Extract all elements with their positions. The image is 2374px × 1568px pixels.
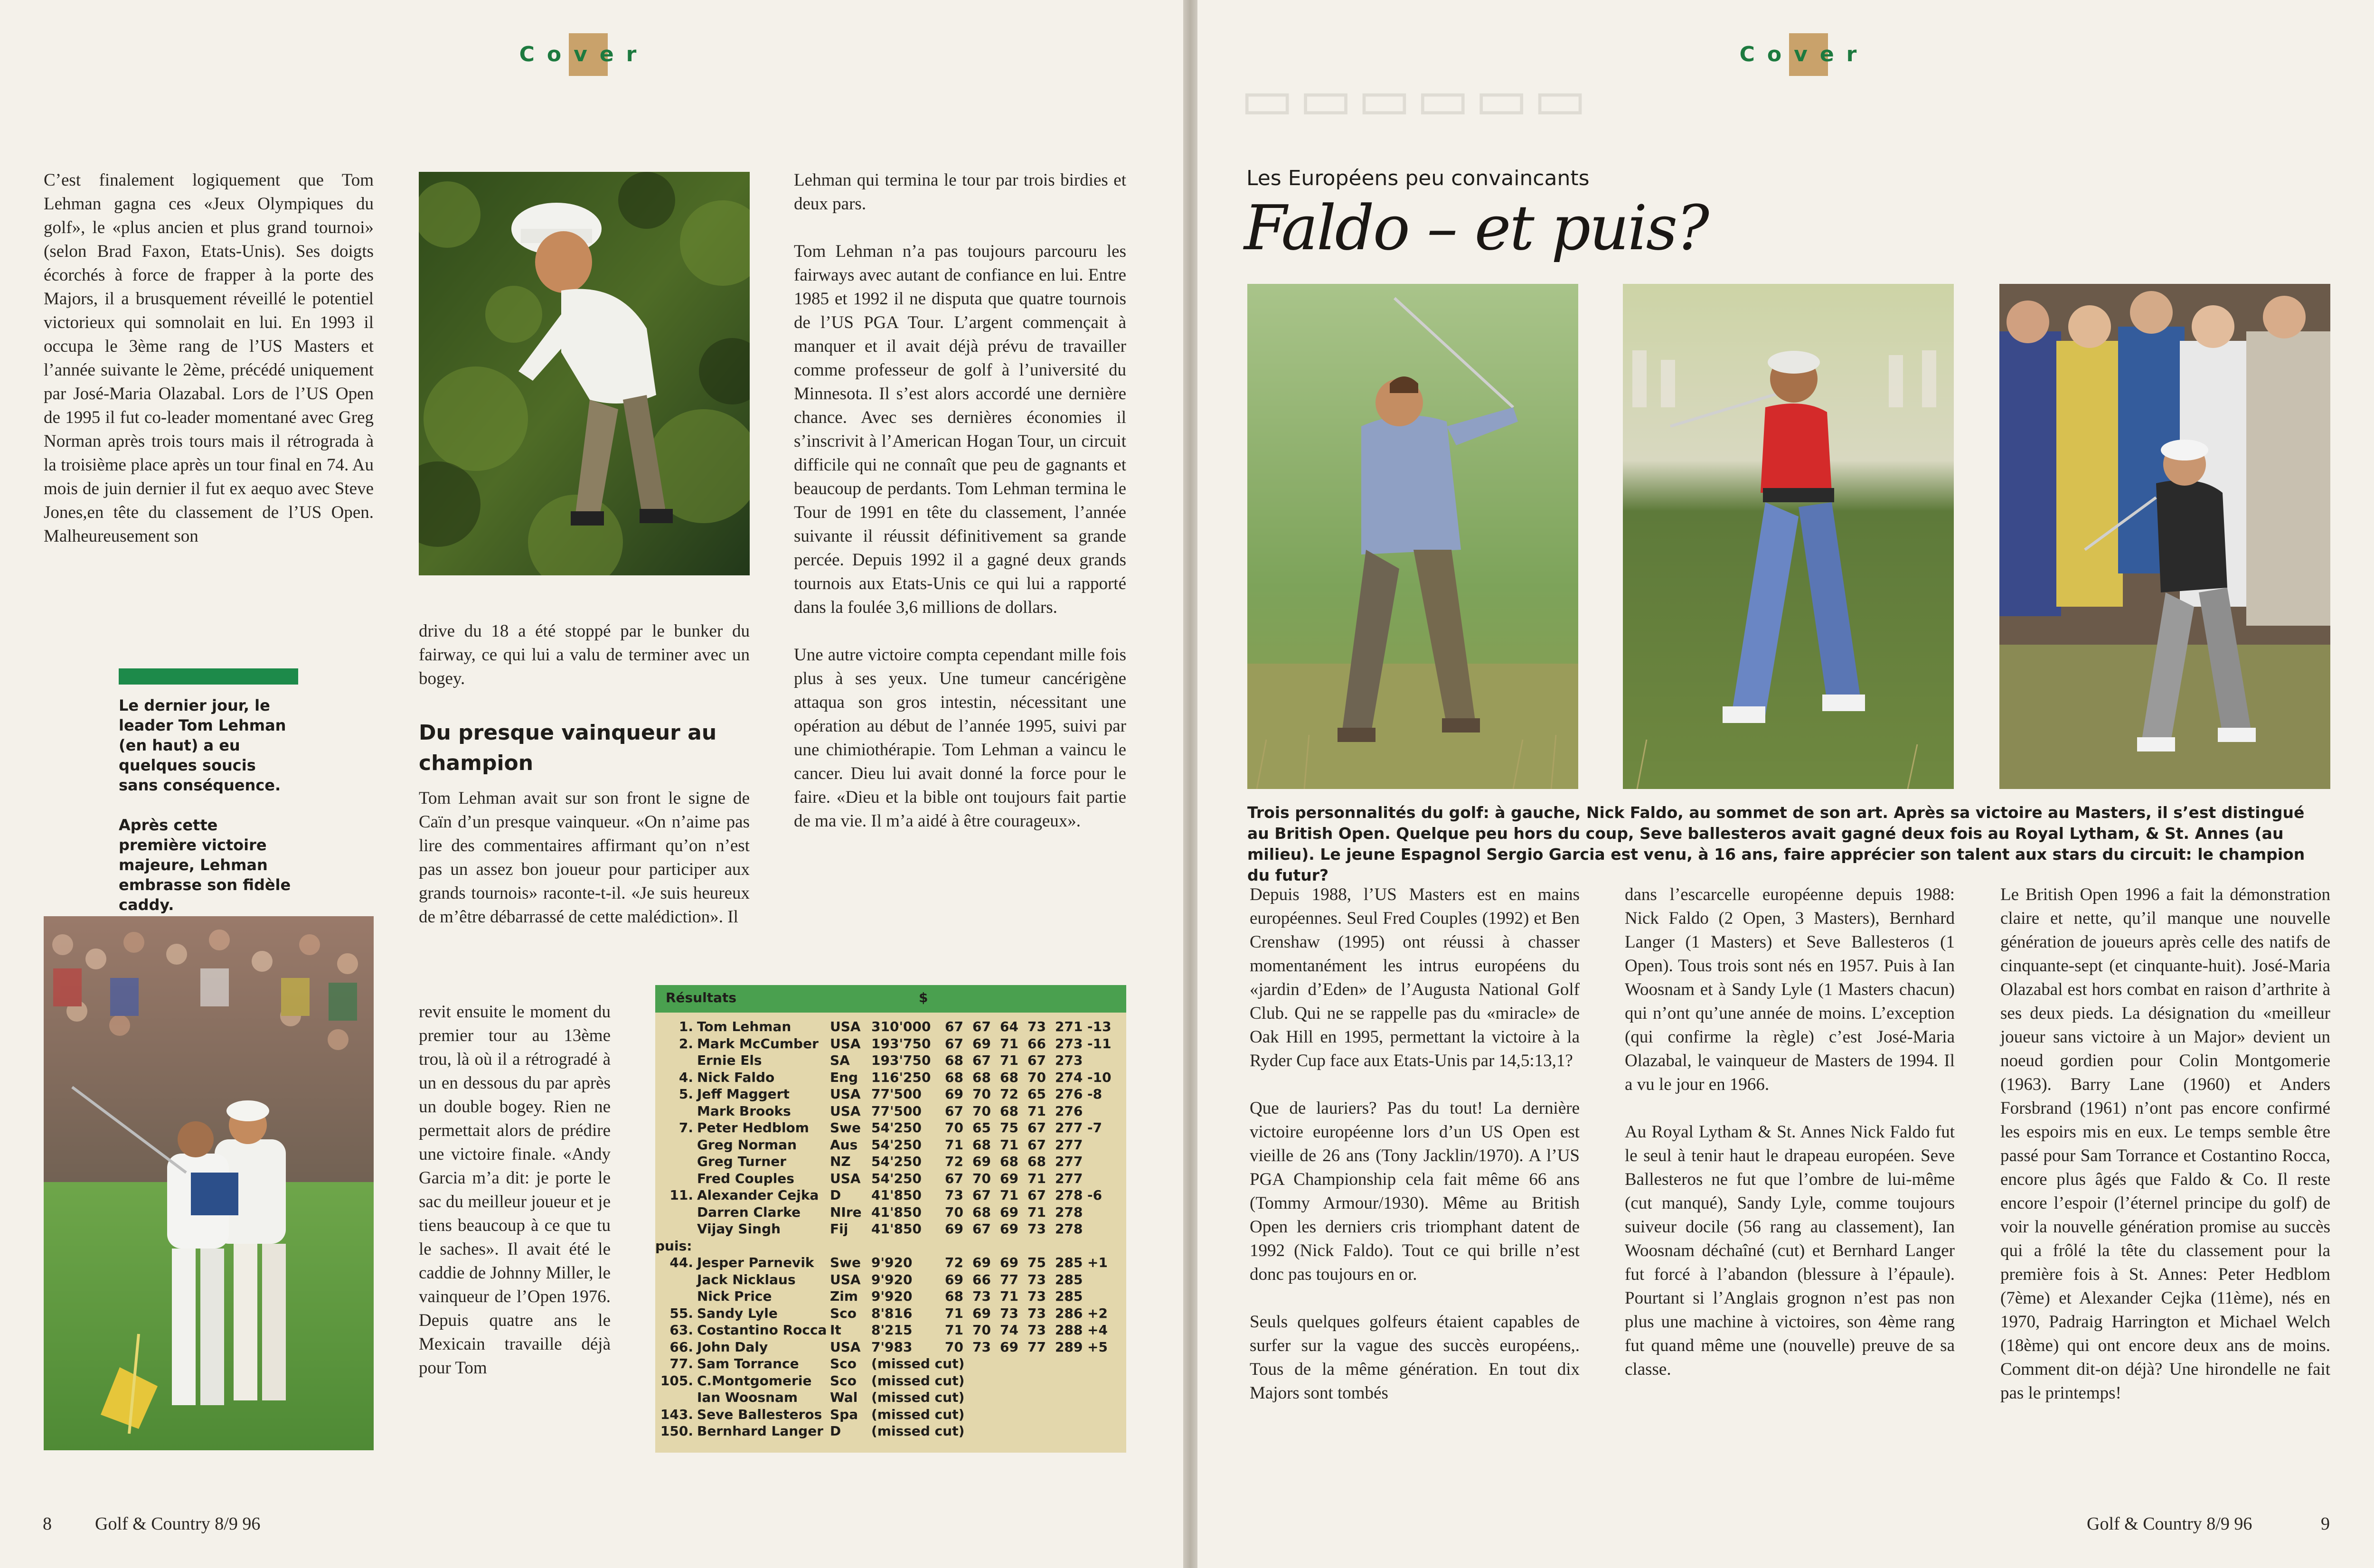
results-cell-tot: 276 — [1055, 1086, 1083, 1102]
results-row — [655, 1288, 1126, 1305]
results-cell-nat: USA — [830, 1086, 861, 1102]
results-cell-tot: 273 — [1055, 1035, 1083, 1052]
results-cell-nat: Spa — [830, 1406, 858, 1422]
results-row — [655, 1103, 1126, 1120]
results-cell-nat: Zim — [830, 1288, 858, 1304]
results-cell-r4: 73 — [1027, 1019, 1046, 1034]
results-cell-nat: USA — [830, 1339, 861, 1355]
results-row — [655, 1204, 1126, 1221]
results-cell-r3: 69 — [1000, 1339, 1018, 1355]
results-cell-pos: 55. — [669, 1305, 693, 1321]
left-col1-paragraph: C’est finalement logiquement que Tom Lehman gagna ces «Jeux Olympiques du golf», le «plus ancien et plus grand tournoi» (selon Brad Faxon, Etats-Unis). Ses doigts écorchés à force de frapper à la porte des Majors, il a brusquement réveillé le potentiel victorieux qui somnolait en lui. En 1993 il occupa le 3ème rang de l’US Masters et l’année suivante le 2ème, précédé uniquement par José-Maria Olazabal. Lors de l’US Open de 1995 il fut co-leader momentané avec Greg Norman après trois tours mais il rétrograda à la troisième place après un tour final en 74. Au mois de juin dernier il fut ex aequo avec Steve Jones,en tête du classement de l’US Open. Malheureusement son — [44, 170, 374, 546]
gutter — [1183, 0, 1197, 1568]
results-cell-pos: 44. — [669, 1255, 693, 1270]
results-cell-r4: 71 — [1027, 1170, 1046, 1186]
results-row — [655, 1086, 1126, 1103]
results-cell-r2: 67 — [972, 1221, 991, 1237]
results-cell-pos: 150. — [660, 1423, 693, 1439]
results-cell-r2: 70 — [972, 1103, 991, 1119]
results-cell-nat: Sco — [830, 1372, 857, 1389]
results-cell-name: Mark Brooks — [697, 1103, 791, 1119]
results-cell-r1: 70 — [945, 1204, 963, 1220]
left-column-2-para — [419, 787, 750, 929]
results-row — [655, 1339, 1126, 1356]
results-cell-nat: USA — [830, 1103, 861, 1119]
results-cell-r2: 70 — [972, 1322, 991, 1338]
results-cell-name: Greg Norman — [697, 1136, 797, 1153]
results-cell-name: Peter Hedblom — [697, 1120, 809, 1136]
results-cell-par: +2 — [1087, 1305, 1108, 1321]
results-cell-nat: Wal — [830, 1390, 858, 1405]
results-cell-name: Ian Woosnam — [697, 1390, 798, 1405]
results-cell-r4: 70 — [1027, 1069, 1046, 1085]
results-cell-r3: 68 — [1000, 1103, 1018, 1119]
results-cell-r4: 73 — [1027, 1221, 1046, 1237]
right-column-1 — [1250, 883, 1580, 1405]
results-cell-nat: Fij — [830, 1221, 848, 1237]
results-cell-name: Greg Turner — [697, 1154, 787, 1169]
results-cell-r1: 71 — [945, 1136, 963, 1153]
results-row — [655, 1372, 1126, 1390]
results-row — [655, 1271, 1126, 1288]
results-cell-r2: 68 — [972, 1204, 991, 1220]
results-cell-nat: D — [830, 1187, 841, 1203]
left-column-2-top — [419, 620, 750, 691]
results-cell-r4: 68 — [1027, 1154, 1046, 1169]
results-cell-r1: 67 — [945, 1103, 963, 1119]
col2-top-paragraph: drive du 18 a été stoppé par le bunker du fairway, ce qui lui a valu de terminer avec un bogey. — [419, 621, 750, 688]
results-cell-r3: 71 — [1000, 1187, 1018, 1203]
results-cell-nat: It — [830, 1322, 841, 1338]
results-cell-tot: 274 — [1055, 1069, 1083, 1085]
results-row — [655, 1052, 1126, 1069]
results-cell-nat: Sco — [830, 1305, 857, 1321]
results-cell-r2: 66 — [972, 1271, 991, 1287]
results-cell-pos: 105. — [660, 1372, 693, 1389]
kicker: Les Européens peu convaincants — [1246, 166, 1590, 190]
results-cell-r3: 69 — [1000, 1221, 1018, 1237]
results-cell-nat: NZ — [830, 1154, 851, 1169]
results-cell-r1: 70 — [945, 1339, 963, 1355]
results-cell-nat: Swe — [830, 1255, 861, 1270]
results-cell-tot: 278 — [1055, 1221, 1083, 1237]
results-row — [655, 1035, 1126, 1052]
results-cell-name: Fred Couples — [697, 1170, 794, 1186]
results-cell-name: Bernhard Langer — [697, 1423, 824, 1439]
results-cell-money: (missed cut) — [871, 1423, 965, 1439]
results-cell-tot: 271 — [1055, 1019, 1083, 1034]
section-tag: Cover — [513, 33, 655, 76]
left-col3-paragraph: Tom Lehman n’a pas toujours parcouru les fairways avec autant de confiance en lui. Entre 1985 et 1992 il ne disputa que quatre tournois de l’US PGA Tour. L’argent commençait à manquer et il avait déjà prévu de travailler comme professeur de golf à l’université du Minnesota. Il s’est alors accordé une dernière chance. Avec ses dernières économies il s’inscrivit à l’American Hogan Tour, un circuit difficile qui ne connaît que peu de gagnants et beaucoup de perdants. Tom Lehman termina le Tour de 1991 en tête du classement, l’année suivante il réussit définitivement sa grande percée. Depuis 1992 il a gagné deux grands tournois aux Etats-Unis ce qui lui a rapporté dans la foulée 3,6 millions de dollars. — [794, 242, 1126, 617]
results-cell-pos: 63. — [669, 1322, 693, 1338]
results-cell-r2: 67 — [972, 1019, 991, 1034]
results-cell-name: Tom Lehman — [697, 1019, 791, 1034]
results-cell-par: -7 — [1087, 1120, 1102, 1136]
results-row — [655, 1170, 1126, 1187]
right-col1-paragraph: Depuis 1988, l’US Masters est en mains européennes. Seul Fred Couples (1992) et Ben Crenshaw (1995) ont réussi à chasser momentanément les intrus européens du «jardin d’Eden» de l’Augusta National Golf Club. Qui ne se rappelle pas du «miracle» de Oak Hill en 1995, permettant la victoire à la Ryder Cup face aux Etats-Unis par 14,5:13,1? — [1250, 885, 1580, 1070]
results-cell-pos: 2. — [678, 1035, 693, 1052]
results-cell-r1: 68 — [945, 1069, 963, 1085]
headline: Faldo – et puis? — [1244, 192, 1708, 264]
results-cell-money: 41'850 — [871, 1221, 922, 1237]
results-cell-nat: Swe — [830, 1120, 861, 1136]
results-cell-money: 54'250 — [871, 1136, 922, 1153]
caption-green-bar — [119, 668, 298, 685]
results-cell-name: C.Montgomerie — [697, 1372, 812, 1389]
results-cell-r4: 67 — [1027, 1052, 1046, 1068]
results-cell-money: (missed cut) — [871, 1390, 965, 1405]
results-cell-r3: 72 — [1000, 1086, 1018, 1102]
results-cell-r2: 67 — [972, 1052, 991, 1068]
results-cell-par: -6 — [1087, 1187, 1102, 1203]
caption-1: Le dernier jour, le leader Tom Lehman (en haut) a eu quelques soucis sans conséquence. — [119, 696, 286, 794]
results-cell-par: +4 — [1087, 1322, 1108, 1338]
results-row — [655, 1322, 1126, 1339]
results-cell-r1: 67 — [945, 1019, 963, 1034]
results-cell-money: 193'750 — [871, 1035, 931, 1052]
left-col3-paragraph: Une autre victoire compta cependant mille fois plus à ses yeux. Une tumeur cancérigène attaqua son gros intestin, nécessitant une opération au début de l’année 1995, suivi par une chimiothérapie. Tom Lehman a vaincu le cancer. Dieu lui avait donné la force pour le faire. «Dieu et la bible ont toujours fait partie de ma vie. Il m’a aidé à être courageux». — [794, 645, 1126, 831]
results-cell-r3: 75 — [1000, 1120, 1018, 1136]
results-cell-money: 116'250 — [871, 1069, 931, 1085]
results-cell-tot: 277 — [1055, 1170, 1083, 1186]
results-row — [655, 1389, 1126, 1406]
results-cell-r3: 64 — [1000, 1019, 1018, 1034]
right-col1-paragraph: Seuls quelques golfeurs étaient capables de surfer sur la vague des succès européens,. Tous de la même génération. En tout dix Majors sont tombés — [1250, 1312, 1580, 1403]
results-cell-r3: 71 — [1000, 1052, 1018, 1068]
results-cell-r3: 71 — [1000, 1288, 1018, 1304]
results-row — [655, 1069, 1126, 1086]
bleed-through-decoration: ▭▭▭▭▭▭ — [1240, 66, 1592, 132]
results-row — [655, 1355, 1126, 1372]
results-cell-pos: puis: — [655, 1238, 692, 1254]
results-cell-pos: 5. — [678, 1086, 693, 1102]
col2-paragraph: Tom Lehman avait sur son front le signe de Caïn d’un presque vainqueur. «On n’aime pas lire des commentaires affirmant qu’on n’est pas un assez bon joueur pour participer aux grands tournois» raconte-t-il. «Je suis heureux de m’être débarrassé de cette malédiction». Il — [419, 789, 750, 927]
results-cell-par: +1 — [1087, 1255, 1108, 1270]
results-row — [655, 1254, 1126, 1271]
results-cell-r3: 71 — [1000, 1136, 1018, 1153]
results-cell-tot: 285 — [1055, 1271, 1083, 1287]
results-cell-nat: USA — [830, 1271, 861, 1287]
results-cell-money: 54'250 — [871, 1170, 922, 1186]
results-row — [655, 1305, 1126, 1322]
results-cell-r3: 69 — [1000, 1204, 1018, 1220]
results-cell-money: 9'920 — [871, 1271, 913, 1287]
results-cell-nat: D — [830, 1423, 841, 1439]
results-cell-money: 54'250 — [871, 1154, 922, 1169]
results-row — [655, 1423, 1126, 1440]
results-cell-par: -10 — [1087, 1069, 1112, 1085]
results-cell-r2: 70 — [972, 1170, 991, 1186]
results-cell-pos: 4. — [678, 1069, 693, 1085]
results-cell-name: Jeff Maggert — [697, 1086, 790, 1102]
results-row — [655, 1238, 1126, 1255]
right-col2-paragraph: dans l’escarcelle européenne depuis 1988: Nick Faldo (2 Open, 3 Masters), Bernhard Langer (1 Masters) et Seve Ballesteros (1 Open). Tous trois sont nés en 1957. Puis à Ian Woosnam et à Sandy Lyle (1 Masters chacun) qui n’ont qu’une année de moins. L’exception (qui confirme la règle) c’est José-Maria Olazabal, le vainqueur de Masters de 1994. Il a vu le jour en 1966. — [1625, 885, 1955, 1094]
results-cell-r1: 72 — [945, 1154, 963, 1169]
results-cell-r1: 71 — [945, 1322, 963, 1338]
results-cell-r1: 68 — [945, 1052, 963, 1068]
results-cell-name: Nick Faldo — [697, 1069, 775, 1085]
results-cell-name: Darren Clarke — [697, 1204, 801, 1220]
results-row — [655, 1187, 1126, 1204]
results-cell-tot: 276 — [1055, 1103, 1083, 1119]
results-cell-r3: 73 — [1000, 1305, 1018, 1321]
results-table — [655, 985, 1126, 1453]
results-cell-tot: 288 — [1055, 1322, 1083, 1338]
results-cell-r4: 73 — [1027, 1288, 1046, 1304]
section-tag-right: Cover — [1733, 33, 1875, 76]
results-cell-name: Sandy Lyle — [697, 1305, 778, 1321]
results-cell-pos: 1. — [678, 1019, 693, 1034]
results-cell-money: (missed cut) — [871, 1406, 965, 1422]
results-cell-r4: 77 — [1027, 1339, 1046, 1355]
results-cell-r1: 67 — [945, 1035, 963, 1052]
results-row — [655, 1018, 1126, 1035]
results-cell-r1: 69 — [945, 1221, 963, 1237]
results-cell-r3: 69 — [1000, 1255, 1018, 1270]
folio-number-left: 8 — [43, 1514, 52, 1534]
results-cell-r1: 70 — [945, 1120, 963, 1136]
left-column-1 — [44, 169, 374, 548]
results-cell-tot: 278 — [1055, 1187, 1083, 1203]
results-cell-pos: 143. — [660, 1406, 693, 1422]
results-cell-r2: 69 — [972, 1305, 991, 1321]
results-cell-r2: 73 — [972, 1339, 991, 1355]
results-cell-r4: 73 — [1027, 1271, 1046, 1287]
results-cell-r4: 75 — [1027, 1255, 1046, 1270]
photo-ballesteros — [1623, 284, 1954, 789]
results-cell-name: John Daly — [697, 1339, 768, 1355]
results-cell-r1: 67 — [945, 1170, 963, 1186]
photo-lehman-rough — [419, 172, 750, 575]
results-cell-name: Nick Price — [697, 1288, 772, 1304]
results-title: Résultats — [666, 990, 737, 1005]
results-cell-nat: Sco — [830, 1356, 857, 1371]
results-cell-nat: USA — [830, 1019, 861, 1034]
results-cell-nat: NIre — [830, 1204, 862, 1220]
folio-title-left: Golf & Country 8/9 96 — [95, 1514, 261, 1534]
results-cell-r3: 69 — [1000, 1170, 1018, 1186]
results-cell-name: Seve Ballesteros — [697, 1406, 822, 1422]
results-cell-nat: Eng — [830, 1069, 858, 1085]
right-photo-caption: Trois personnalités du golf: à gauche, Nick Faldo, au sommet de son art. Après sa victoire au Masters, il s’est distingué au British Open. Quelque peu hors du coup, Seve ballesteros avait gagné deux fois au Royal Lytham, & St. Annes (au milieu). Le jeune Espagnol Sergio Garcia est venu, à 16 ans, faire apprécier son talent aux stars du circuit: le champion du futur? — [1247, 803, 2305, 884]
results-cell-par: -11 — [1087, 1035, 1112, 1052]
results-cell-r3: 68 — [1000, 1069, 1018, 1085]
results-cell-r4: 73 — [1027, 1322, 1046, 1338]
results-cell-pos: 11. — [669, 1187, 693, 1203]
right-col2-paragraph: Au Royal Lytham & St. Annes Nick Faldo fut le seul à tenir haut le drapeau européen. Seve Ballesteros ne fut que l’ombre de lui-même (cut manqué), Sandy Lyle, comme toujours suiveur docile (56 rang au classement), Ian Woosnam déchaîné (cut) et Bernhard Langer fut forcé à l’abandon (blessure à l’épaule). Pourtant si l’Anglais grognon n’est pas non plus une machine à victoires, son 4ème rang fut quand même une (nouvelle) preuve de sa classe. — [1625, 1122, 1955, 1379]
results-cell-money: 8'215 — [871, 1322, 913, 1338]
results-body — [655, 1013, 1126, 1440]
results-cell-name: Vijay Singh — [697, 1221, 781, 1237]
results-cell-r2: 68 — [972, 1069, 991, 1085]
results-row — [655, 1119, 1126, 1136]
right-column-3 — [2000, 883, 2330, 1405]
results-cell-par: -13 — [1087, 1019, 1112, 1034]
results-cell-r4: 65 — [1027, 1086, 1046, 1102]
results-cell-pos: 66. — [669, 1339, 693, 1355]
results-cell-r3: 71 — [1000, 1035, 1018, 1052]
left-col3-paragraph: Lehman qui termina le tour par trois birdies et deux pars. — [794, 170, 1126, 214]
results-cell-pos: 7. — [678, 1120, 693, 1136]
left-column-3 — [794, 169, 1126, 833]
results-cell-tot: 286 — [1055, 1305, 1083, 1321]
results-cell-r2: 68 — [972, 1136, 991, 1153]
results-cell-tot: 278 — [1055, 1204, 1083, 1220]
results-cell-pos: 77. — [669, 1356, 693, 1371]
results-cell-name: Mark McCumber — [697, 1035, 819, 1052]
results-cell-money: (missed cut) — [871, 1356, 965, 1371]
caption-2: Après cette première victoire majeure, Lehman embrasse son fidèle caddy. — [119, 816, 291, 914]
results-cell-r4: 67 — [1027, 1120, 1046, 1136]
results-cell-r4: 71 — [1027, 1204, 1046, 1220]
results-cell-money: 193'750 — [871, 1052, 931, 1068]
results-cell-r2: 65 — [972, 1120, 991, 1136]
col2-narrow-paragraph: revit ensuite le moment du premier tour au 13ème trou, là où il a rétrogradé à un en dessous du par après un double bogey. Rien ne permettait alors de prédire une victoire finale. «Andy Garcia m’a dit: je porte le sac du meilleur joueur et je tiens beaucoup à ce que tu le saches». Il avait été le caddie de Johnny Miller, le vainqueur de l’Open 1976. Depuis quatre ans le Mexicain travaille déjà pour Tom — [419, 1002, 611, 1378]
results-cell-nat: Aus — [830, 1136, 858, 1153]
results-cell-r4: 71 — [1027, 1103, 1046, 1119]
results-cell-r2: 69 — [972, 1035, 991, 1052]
photo-captions — [119, 695, 294, 915]
results-cell-tot: 277 — [1055, 1120, 1083, 1136]
results-cell-nat: SA — [830, 1052, 850, 1068]
results-cell-r1: 73 — [945, 1187, 963, 1203]
results-cell-tot: 285 — [1055, 1288, 1083, 1304]
results-cell-nat: USA — [830, 1035, 861, 1052]
right-column-2 — [1625, 883, 1955, 1381]
results-cell-r1: 68 — [945, 1288, 963, 1304]
results-cell-nat: USA — [830, 1170, 861, 1186]
results-cell-r4: 73 — [1027, 1305, 1046, 1321]
results-cell-money: 310'000 — [871, 1019, 931, 1034]
right-col3-paragraph: Le British Open 1996 a fait la démonstration claire et nette, qu’il manque une nouvelle génération de joueurs après celle des natifs de cinquante-sept (et cinquante-huit). José-Maria Olazabal est hors combat en raison d’arthrite à ses deux pieds. La désignation du «meilleur joueur sans victoire à un Major» devient un noeud gordien pour Colin Montgomerie (1963). Barry Lane (1960) et Anders Forsbrand (1961) n’ont pas encore confirmé les espoirs mis en eux. Le temps semble être passé pour Sam Torrance et Costantino Rocca, encore plus âgés que Faldo & Co. Il reste encore l’espoir (l’éternel principe du golf) de voir la nouvelle génération promise au succès qui a frôlé la tête du classement pour la première fois à St. Annes: Peter Hedblom (7ème) et Alexander Cejka (11ème), nés en 1970, Padraig Harrington et Michael Welch (18ème) qui ont encore deux ans de moins. Comment dit-on déjà? Une hirondelle ne fait pas le printemps! — [2000, 885, 2330, 1403]
results-cell-r1: 71 — [945, 1305, 963, 1321]
subhead-champion: Du presque vainqueur au champion — [419, 721, 717, 775]
results-cell-r3: 77 — [1000, 1271, 1018, 1287]
photo-garcia — [1999, 284, 2330, 789]
photo-faldo — [1247, 284, 1578, 789]
results-row — [655, 1221, 1126, 1238]
photo-lehman-caddy — [44, 916, 374, 1450]
results-cell-name: Sam Torrance — [697, 1356, 799, 1371]
results-cell-money: 9'920 — [871, 1288, 913, 1304]
results-cell-money: 77'500 — [871, 1086, 922, 1102]
results-cell-money: 41'850 — [871, 1187, 922, 1203]
results-currency: $ — [919, 990, 928, 1005]
results-cell-name: Alexander Cejka — [697, 1187, 819, 1203]
results-cell-tot: 277 — [1055, 1154, 1083, 1169]
results-cell-r2: 69 — [972, 1255, 991, 1270]
folio-title-right: Golf & Country 8/9 96 — [2087, 1514, 2252, 1534]
results-cell-tot: 273 — [1055, 1052, 1083, 1068]
results-cell-r4: 67 — [1027, 1136, 1046, 1153]
results-cell-name: Jesper Parnevik — [697, 1255, 814, 1270]
left-column-2-narrow — [419, 1000, 611, 1380]
results-cell-r2: 70 — [972, 1086, 991, 1102]
right-col1-paragraph: Que de lauriers? Pas du tout! La dernière victoire européenne lors d’un US Open est vieille de 26 ans (Tony Jacklin/1970). A l’US PGA Championship cela fait même 66 ans (Tommy Armour/1930). Même au British Open les derniers cris triomphant datent de 1992 (Nick Faldo). Tout ce qui brille n’est donc pas toujours en or. — [1250, 1099, 1580, 1284]
results-row — [655, 1153, 1126, 1170]
results-cell-money: 41'850 — [871, 1204, 922, 1220]
results-cell-par: -8 — [1087, 1086, 1102, 1102]
results-cell-r2: 73 — [972, 1288, 991, 1304]
results-cell-name: Costantino Rocca — [697, 1322, 827, 1338]
results-cell-r2: 67 — [972, 1187, 991, 1203]
results-cell-r1: 72 — [945, 1255, 963, 1270]
results-cell-r1: 69 — [945, 1271, 963, 1287]
results-row — [655, 1136, 1126, 1154]
results-cell-r4: 67 — [1027, 1187, 1046, 1203]
results-cell-money: 77'500 — [871, 1103, 922, 1119]
left-page — [0, 0, 1183, 1568]
results-cell-r1: 69 — [945, 1086, 963, 1102]
results-cell-name: Jack Nicklaus — [697, 1271, 796, 1287]
results-cell-r4: 66 — [1027, 1035, 1046, 1052]
results-cell-tot: 289 — [1055, 1339, 1083, 1355]
results-cell-tot: 277 — [1055, 1136, 1083, 1153]
results-cell-r3: 74 — [1000, 1322, 1018, 1338]
results-header — [655, 985, 1126, 1013]
results-cell-money: 8'816 — [871, 1305, 913, 1321]
folio-number-right: 9 — [2321, 1514, 2330, 1534]
results-cell-tot: 285 — [1055, 1255, 1083, 1270]
results-cell-money: (missed cut) — [871, 1372, 965, 1389]
results-cell-par: +5 — [1087, 1339, 1108, 1355]
results-cell-r3: 68 — [1000, 1154, 1018, 1169]
results-cell-money: 9'920 — [871, 1255, 913, 1270]
results-row — [655, 1406, 1126, 1423]
results-cell-money: 54'250 — [871, 1120, 922, 1136]
results-cell-r2: 69 — [972, 1154, 991, 1169]
results-cell-money: 7'983 — [871, 1339, 913, 1355]
results-cell-name: Ernie Els — [697, 1052, 762, 1068]
